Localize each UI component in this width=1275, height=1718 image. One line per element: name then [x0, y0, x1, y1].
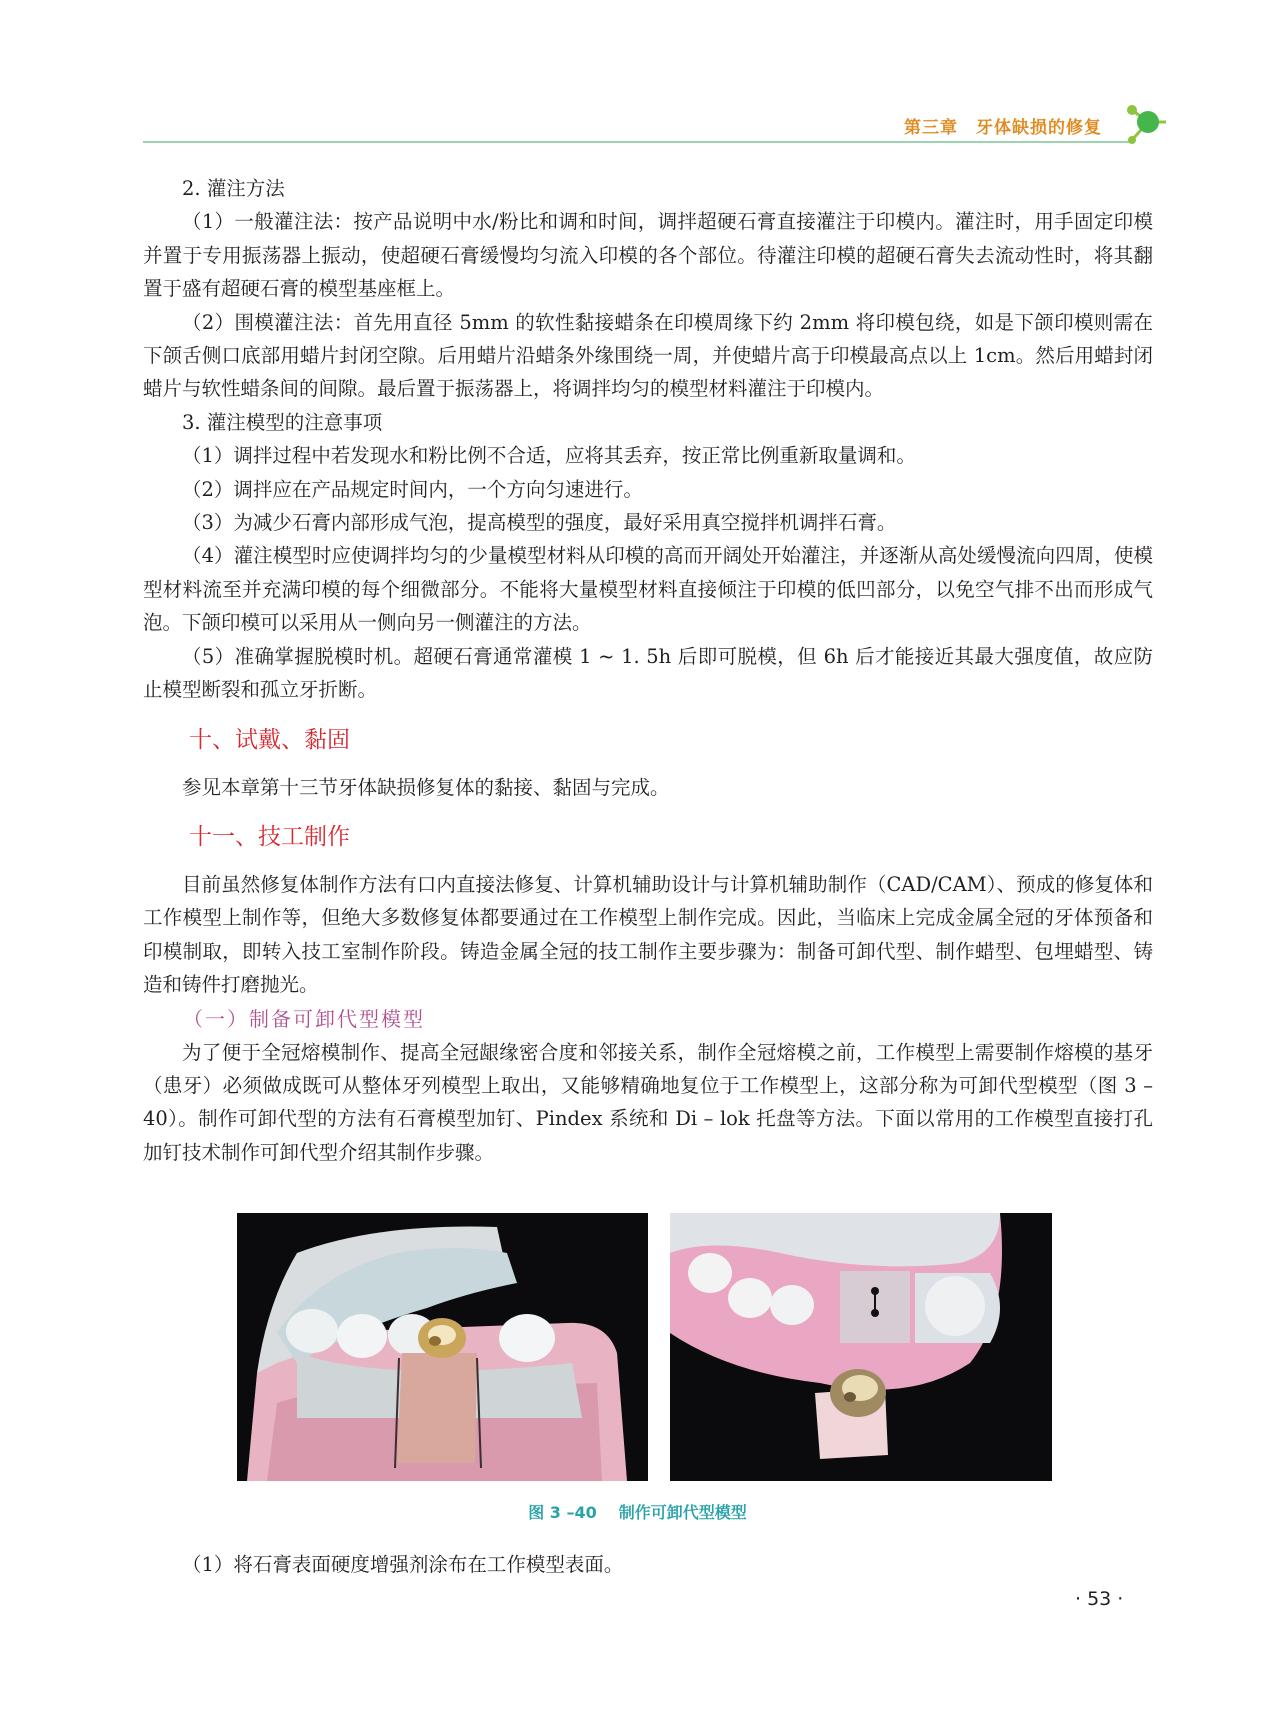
- dental-model-photo-left: [237, 1213, 648, 1481]
- figure-caption: [0, 1500, 1275, 1523]
- section-heading-pouring-method: 2. 灌注方法: [182, 177, 285, 200]
- heading-lab-fabrication: 十一、技工制作: [189, 823, 350, 850]
- subheading-removable-die: （一）制备可卸代型模型: [183, 1006, 425, 1031]
- heading-try-in: 十、试戴、黏固: [189, 726, 350, 753]
- paragraph-general-pouring: （1）一般灌注法：按产品说明中水/粉比和调和时间，调拌超硬石膏直接灌注于印模内。灌注时，用手固定印模并置于专用振荡器上振动，使超硬石膏缓慢均匀流入印模的各个部位。待灌注印模的超硬石膏失去流动性时，将其翻置于盛有超硬石膏的模型基座框上。: [143, 210, 1153, 301]
- running-header: [904, 113, 1102, 138]
- main-content: [143, 172, 1153, 1169]
- precaution-item: （5）准确掌握脱模时机。超硬石膏通常灌模 1 ~ 1. 5h 后即可脱模，但 6h 后才能接近其最大强度值，故应防止模型断裂和孤立牙折断。: [143, 644, 1153, 702]
- figure-number: 图 3 –40: [528, 1503, 597, 1522]
- molecule-icon: [1118, 100, 1178, 150]
- chapter-label: 第三章: [904, 118, 958, 138]
- paragraph-removable-die: 为了便于全冠熔模制作、提高全冠龈缘密合度和邻接关系，制作全冠熔模之前，工作模型上需要制作熔模的基牙（患牙）必须做成既可从整体牙列模型上取出，又能够精确地复位于工作模型上，这部分称为可卸代型模型（图 3 –40）。制作可卸代型的方法有石膏模型加钉、Pindex 系统和 Di – lok 托盘等方法。下面以常用的工作模型直接打孔加钉技术制作可卸代型介绍其制作步骤。: [143, 1040, 1153, 1164]
- paragraph-try-in: 参见本章第十三节牙体缺损修复体的黏接、黏固与完成。: [182, 775, 670, 799]
- precaution-item: （2）调拌应在产品规定时间内，一个方向匀速进行。: [182, 477, 643, 501]
- after-figure-content: [143, 1548, 1153, 1581]
- paragraph-boxing-pouring: （2）围模灌注法：首先用直径 5mm 的软性黏接蜡条在印模周缘下约 2mm 将印模包绕，如是下颌印模则需在下颌舌侧口底部用蜡片封闭空隙。后用蜡片沿蜡条外缘围绕一周，并使蜡片高于印模最高点以上 1cm。然后用蜡封闭蜡片与软性蜡条间的间隙。最后置于振荡器上，将调拌均匀的模型材料灌注于印模内。: [143, 310, 1153, 401]
- chapter-title: 牙体缺损的修复: [976, 118, 1102, 138]
- dental-model-photo-right: [670, 1213, 1052, 1481]
- figure-title: 制作可卸代型模型: [618, 1503, 747, 1522]
- section-heading-precautions: 3. 灌注模型的注意事项: [182, 410, 383, 434]
- precaution-item: （1）调拌过程中若发现水和粉比例不合适，应将其丢弃，按正常比例重新取量调和。: [182, 444, 916, 468]
- header-rule: [143, 141, 1133, 143]
- paragraph-lab-fabrication: 目前虽然修复体制作方法有口内直接法修复、计算机辅助设计与计算机辅助制作（CAD/CAM）、预成的修复体和工作模型上制作等，但绝大多数修复体都要通过在工作模型上制作完成。因此，当临床上完成金属全冠的牙体预备和印模制取，即转入技工室制作阶段。铸造金属全冠的技工制作主要步骤为：制备可卸代型、制作蜡型、包埋蜡型、铸造和铸件打磨抛光。: [143, 872, 1153, 997]
- paragraph-step-1: （1）将石膏表面硬度增强剂涂布在工作模型表面。: [182, 1553, 624, 1576]
- figure-3-40: [237, 1213, 1052, 1481]
- page-number: · 53 ·: [1075, 1588, 1124, 1610]
- precaution-item: （3）为减少石膏内部形成气泡，提高模型的强度，最好采用真空搅拌机调拌石膏。: [182, 511, 897, 535]
- precaution-item: （4）灌注模型时应使调拌均匀的少量模型材料从印模的高而开阔处开始灌注，并逐渐从高处缓慢流向四周，使模型材料流至并充满印模的每个细微部分。不能将大量模型材料直接倾注于印模的低凹部分，以免空气排不出而形成气泡。下颌印模可以采用从一侧向另一侧灌注的方法。: [143, 544, 1153, 635]
